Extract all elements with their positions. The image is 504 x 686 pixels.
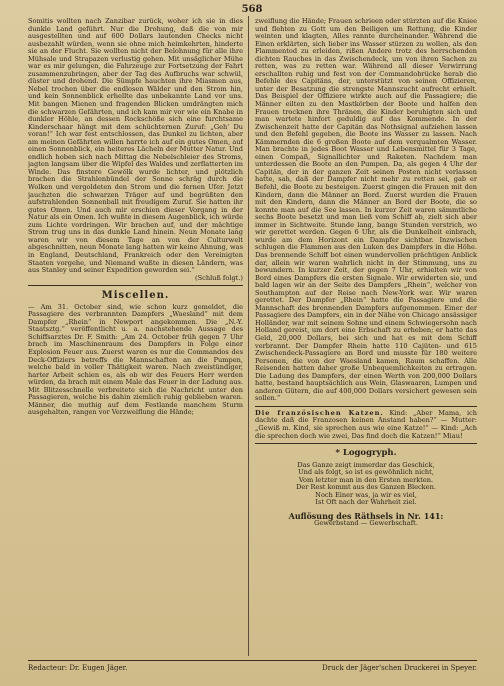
left-column	[28, 18, 243, 417]
story-text: Somitis wollten nach Zanzibar zurück, woher ich sie in dies dunkle Land geführt. Nur die Drohung, daß die von mir ausgestellten und auf 600 Dollars lautenden Checks nicht ausbezahlt würden, wenn sie ohne mich heimkehrten, hinderte sie an der Flucht. Sie wollten nicht der Belohnung für alle ihre Mühsale und Strapazen verlustig gehen. Mit unsäglicher Mühe war es mir gelungen, die Fahrzeuge zur Fortsetzung der Fahrt zusammenzubringen, aber der Tag des Aufbruchs war schwül, düster und drohend. Die Sümpfe hauchten ihre Miasmen aus, Nebel trochen über die endlosen Wälder und den Strom hin, und kein Sonnenblick erhellte das unbekannte Land vor uns. Mit bangen Mienen und fragenden Blicken umdrängten mich die schwarzen Gefährten, und ich kam mir vor wie ein Knabe in dunkler Höhle, an dessen Rockschöße sich eine furchtsame Kinderschaar hängt mit dem schüchternen Zuruf: „Geh' Du voran!“ Ich war fest entschlossen, das Dunkel zu lichten, aber am meinen Gefährten willen harrte ich auf ein gutes Omen, auf einen Sonnenblick, ein heiteres Lächeln der Mutter Natur. Und endlich hoben sich nach Mittag die Nebelschleier des Stroms, jagten langsam über die Wipfel des Waldes und zerflatterten im Winde. Das finstere Gewölk wurde lichter, und plötzlich brachen die Strahlenbündel der Sonne schräg durch die Wolken und vergoldeten den Strom und die fernen Ufer. Jetzt jauchzten die schwarzen Träger auf und begrüßten den aufstrahlenden Sonnenball mit freudigem Zuruf. Sie hatten ihr gutes Omen. Und auch mir erschien dieser Vorgang in der Natur als ein Omen. Ich wußte in diesem Augenblick, ich würde zum Lichte vordringen. Wir brachen auf, und der mächtige Strom trug uns in das dunkle Land hinein. Neun Monate lang waren wir von diesem Tage an von der Culturwelt abgeschnitten, neun Monate lang hatten wir keine Ahnung, was in England, Deutschland, Frankreich oder den Vereinigten Staaten vorgehe, und Niemand wußte in diesen Ländern, was aus Stanley und seiner Expedition geworden sei.“	[28, 18, 243, 275]
section-divider	[255, 443, 477, 444]
right-column	[255, 18, 477, 528]
to-be-continued: (Schluß folgt.)	[195, 273, 243, 282]
solution-heading: Auflösung des Räthsels in Nr. 141:	[288, 510, 444, 521]
poem-line: Der Rest kommt aus des Ganzen Blecken.	[296, 483, 436, 492]
katzen-text: Kind: „Aber Mama, ich dachte daß die Franzosen keinen Anstand haben?“ — Mutter: „Gewiß m. Kind, sie sprechen aus wie eine Katze!“ — Kind: „Ach die sprechen doch wie zwei, Das find doch die Katzen!“ Miau!	[255, 408, 477, 440]
poem-line: Vom letzter man in den Ersten merkten.	[298, 475, 434, 484]
poem-line: Ist Oft nach der Wahrheit ziel.	[315, 498, 417, 507]
logogryph-poem	[255, 462, 477, 507]
katzen-heading: Die französischen Katzen.	[255, 408, 384, 417]
miscellen-text: — Am 31. October sind, wie schon kurz gemeldet, die Passagiere des verbrannten Dampfers „Waesland“ mit dem Dampfer „Rhein“ in Newport angekommen. Die „N.-Y. Staatsztg.“ veröffentlicht u. a. nachstehende Aussage des Schiffsarztes Dr. F. Smith: „Am 24. October früh gegen 7 Uhr brach im Maschinenraum des Dampfers in Folge einer Explosion Feuer aus. Zuerst waren es nur die Commandos des Deck-Offiziers betreffs die Mannschaften an die Pumpen, welche bald in voller Thätigkeit waren. Nach zweistündiger, harter Arbeit schien es, als ob wir des Feuers Herr werden würden, da brach mit einem Male das Feuer in der Ladung aus. Mit Blitzesschnelle verbreitete sich die Nachricht unter den Passagieren, welche bis dahin ziemlich ruhig geblieben waren. Männer, die muthig auf dem Festlande manchem Sturm ausgehalten, rangen vor Verzweiflung die Hände;	[28, 302, 243, 417]
page-number: 568	[241, 4, 263, 15]
poem-line: Und als folgt, so ist es gewöhnlich nicht,	[298, 468, 434, 477]
section-divider	[255, 406, 477, 407]
poem-line: Noch Einer was, ja wir es viel,	[315, 490, 417, 499]
logogryph-heading: * Logogryph.	[335, 448, 397, 459]
continued-text: zweiflung die Hände; Frauen schrieen oder stürzten auf die Kniee und flehten zu Gott um den Beiligen um Rettung, die Kinder weinten und klagten, Alles rannte durcheinander. Während die Einen erklärten, sich lieber ins Wasser stürzen zu wollen, als den Flammentod zu erleiden, rißen Andere trotz des herrschenden dichten Rauches in das Zwischendeck, um von ihren Sachen zu retten, was zu retten war. Während all dieser Verwirrung erschallten ruhig und fest von der Commandobrücke herab die Befehle des Capitäns, der, unterstützt von seinen Offizieren, unter der Besatzung die strengste Mannszucht aufrecht erhielt. Das Beispiel der Offiziere wirkte auch auf die Passagiere; die Männer eilten zu den Mastkörben der Boote und halfen den Frauen trocknen ihre Thränen, die Kinder beruhigten sich und man wartete hinfort geduldig auf das Kommende. In der Zwischenzeit hatte der Capitän das Nothsignal aufziehen lassen und den Befehl gegeben, die Boote ins Wasser zu lassen. Nach Kämmernden die 6 großen Boote auf dem verqualmten Wasser. Man brachte in jedes Boot Wasser und Lebensmittel für 3 Tage, einen Compaß, Signallichter und Raketen. Nachdem man unterdessen die Boote an den Pumpen. Da, als gegen 4 Uhr der Capitän, der in der ganzen Zeit seinen Posten nicht verlassen hatte, sah, daß der Dampfer nicht mehr zu retten sei, gab er Befehl, die Boote zu besteigen. Zuerst gingen die Frauen mit den Kindern, dann die Männer an Bord. Zuerst wurden die Frauen mit den Kindern, dann die Männer an Bord der Boote, die so konnte man auf die See lassen. In kurzer Zeit waren sämmtliche sechs Boote besetzt und man ließ vom Schiff ab, zielt sich aber immer in Sichtweite. Stunde lang, bange Stunden verstrich, wo wir gerettet werden. Gegen 6 Uhr, als die Dunkelheit einbrach, wurde am dem Horizont ein Dampfer sichtbar. Inzwischen schlugen die Flammen aus den Luken des Dampfers in die Höhe. Das brennende Schiff bot einen wundervollen prächtigen Anblick dar, allein wir waren wahrlich nicht in der Stimmung, uns zu bewundern. In kurzer Zeit, der gegen 7 Uhr, erhielten wir von Bord eines Dampfers die ersten Signale. Wir erwiderten sie, und bald lagen wir an der Seite des Dampfers „Rhein“, welcher von Southampton auf der Reise nach New-York war. Wir waren gerettet. Der Dampfer „Rhein“ hatte die Passagiere und die Mannschaft des brennenden Dampfers aufgenommen. Einer der Passagiere des Dampfers, ein in der Nähe von Chicago ansässiger Holländer, war mit seinem Sohne und einem Schwiegersohn nach Holland gereist, um dort eine Erbschaft zu erheben; er hatte das Geld, 20,000 Dollars, bei sich und hat es mit dem Schiff verbrannt. Der Dampfer Rhein hatte 110 Cajüten- und 615 Zwischendeck-Passagiere an Bord und musste für 180 weitere Personen, die von der Waesland kamen, Raum schaffen. Alle Reisenden hatten daher große Unbequemlichkeiten zu ertragen. Die Ladung des Dampfers, der einen Werth von 200,000 Dollars hatte, bestand hauptsächlich aus Wein, Glaswaaren, Lumpen und anderen Gütern, die auf 400,000 Dollars versichert gewesen sein sollen.“	[255, 18, 477, 403]
solution-text: Gewerbstand — Gewerbschaft.	[314, 519, 418, 528]
column-divider	[248, 16, 249, 656]
editor-credit: Redacteur: Dr. Eugen Jäger.	[28, 664, 128, 672]
printer-credit: Druck der Jäger'schen Druckerei in Speyer.	[322, 664, 477, 672]
section-divider	[28, 285, 243, 286]
miscellen-heading: Miscellen.	[101, 290, 170, 302]
page-footer	[28, 660, 477, 672]
poem-line: Das Ganze zeigt immerdar das Geschick,	[297, 460, 435, 469]
katzen-article	[255, 410, 477, 440]
